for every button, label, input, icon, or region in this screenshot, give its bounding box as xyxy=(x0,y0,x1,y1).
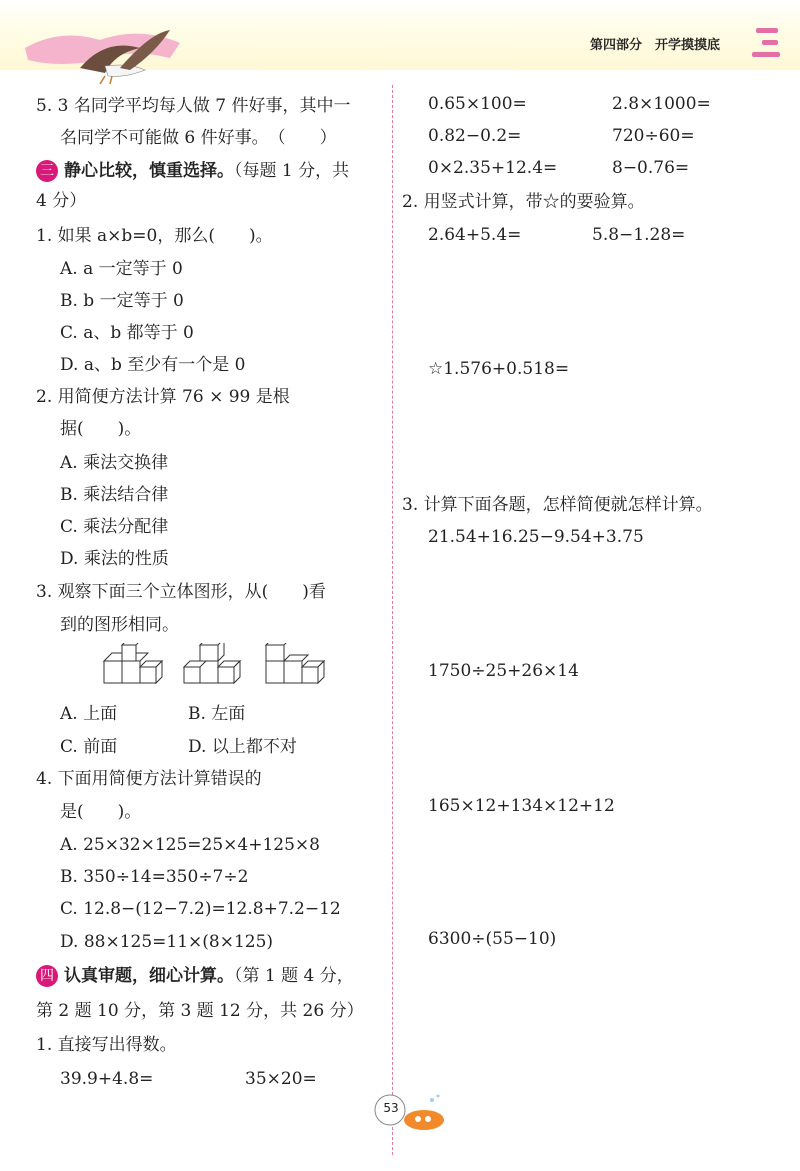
section-4-note: （第 1 题 4 分， xyxy=(234,966,354,986)
cube-figure-2 xyxy=(184,643,240,683)
r-q2-expr-3: ☆1.576+0.518= xyxy=(428,359,570,379)
question-5-line2: 名同学不可能做 6 件好事。 （ ） xyxy=(60,128,337,148)
r-q3-expr-3: 165×12+134×12+12 xyxy=(428,796,615,816)
s3-question-2-stem-line2: 据( )。 xyxy=(60,419,142,439)
section-3-badge: 三 xyxy=(36,160,58,182)
s3q3-option-b: B. 左面 xyxy=(188,704,246,724)
calc-r3-c1: 0×2.35+12.4= xyxy=(428,158,558,178)
s4q1-expr-1: 39.9+4.8= xyxy=(60,1069,154,1089)
header-decoration-icon xyxy=(748,22,788,62)
s3-question-2-stem-line1: 2. 用简便方法计算 76 × 99 是根 xyxy=(36,387,290,407)
r-q2-expr-1: 2.64+5.4= xyxy=(428,225,522,245)
s4-question-1-stem: 1. 直接写出得数。 xyxy=(36,1035,177,1055)
s3q4-option-b: B. 350÷14=350÷7÷2 xyxy=(60,867,249,887)
s3q1-option-b: B. b 一定等于 0 xyxy=(60,291,184,311)
s3q1-option-a: A. a 一定等于 0 xyxy=(60,259,183,279)
page-header-title: 第四部分 开学摸摸底 xyxy=(590,38,721,53)
section-3-title: 静心比较，慎重选择。 xyxy=(64,161,234,181)
r-q3-expr-1: 21.54+16.25−9.54+3.75 xyxy=(428,527,644,547)
s4q1-expr-2: 35×20= xyxy=(245,1069,317,1089)
s3q4-option-a: A. 25×32×125=25×4+125×8 xyxy=(60,835,320,855)
section-4-note-cont: 第 2 题 10 分，第 3 题 12 分，共 26 分） xyxy=(36,1001,364,1021)
r-q3-expr-4: 6300÷(55−10) xyxy=(428,929,557,949)
s3q4-option-c: C. 12.8−(12−7.2)=12.8+7.2−12 xyxy=(60,899,341,919)
s3-question-3-stem-line1: 3. 观察下面三个立体图形，从( )看 xyxy=(36,582,326,602)
section-4-heading xyxy=(36,965,354,987)
s3q2-option-d: D. 乘法的性质 xyxy=(60,549,169,569)
s3-question-3-stem-line2: 到的图形相同。 xyxy=(60,615,179,635)
s3-question-4-stem-line2: 是( )。 xyxy=(60,802,142,822)
section-4-badge: 四 xyxy=(36,965,58,987)
r-question-2-stem: 2. 用竖式计算，带☆的要验算。 xyxy=(402,192,645,212)
page-number-decoration xyxy=(372,1092,452,1138)
calc-r3-c2: 8−0.76= xyxy=(612,158,690,178)
calc-r1-c1: 0.65×100= xyxy=(428,94,527,114)
s3q3-option-d: D. 以上都不对 xyxy=(188,737,297,757)
r-q2-expr-2: 5.8−1.28= xyxy=(592,225,686,245)
s3q3-option-a: A. 上面 xyxy=(60,704,118,724)
s3q2-option-a: A. 乘法交换律 xyxy=(60,453,169,473)
calc-r2-c2: 720÷60= xyxy=(612,126,695,146)
s3q2-option-c: C. 乘法分配律 xyxy=(60,517,169,537)
bird-illustration xyxy=(20,18,220,88)
s3q3-option-c: C. 前面 xyxy=(60,737,118,757)
cube-figure-1 xyxy=(104,643,162,683)
s3q4-option-d: D. 88×125=11×(8×125) xyxy=(60,932,274,952)
r-question-3-stem: 3. 计算下面各题，怎样简便就怎样计算。 xyxy=(402,495,713,515)
cube-figures xyxy=(100,643,370,693)
calc-r1-c2: 2.8×1000= xyxy=(612,94,711,114)
question-5-line1: 5. 3 名同学平均每人做 7 件好事，其中一 xyxy=(36,96,351,116)
s3q1-option-d: D. a、b 至少有一个是 0 xyxy=(60,355,246,375)
page-number: 53 xyxy=(383,1101,399,1115)
calc-r2-c1: 0.82−0.2= xyxy=(428,126,522,146)
s3q1-option-c: C. a、b 都等于 0 xyxy=(60,323,194,343)
section-3-note-cont: 4 分） xyxy=(36,191,87,211)
section-3-note: （每题 1 分，共 xyxy=(234,161,350,181)
section-4-title: 认真审题，细心计算。 xyxy=(64,966,234,986)
r-q3-expr-2: 1750÷25+26×14 xyxy=(428,661,579,681)
section-3-heading xyxy=(36,160,349,182)
column-divider xyxy=(392,85,393,1155)
s3q2-option-b: B. 乘法结合律 xyxy=(60,485,169,505)
s3-question-1-stem: 1. 如果 a×b=0，那么( )。 xyxy=(36,226,273,246)
s3-question-4-stem-line1: 4. 下面用简便方法计算错误的 xyxy=(36,769,262,789)
cube-figure-3 xyxy=(266,643,324,683)
